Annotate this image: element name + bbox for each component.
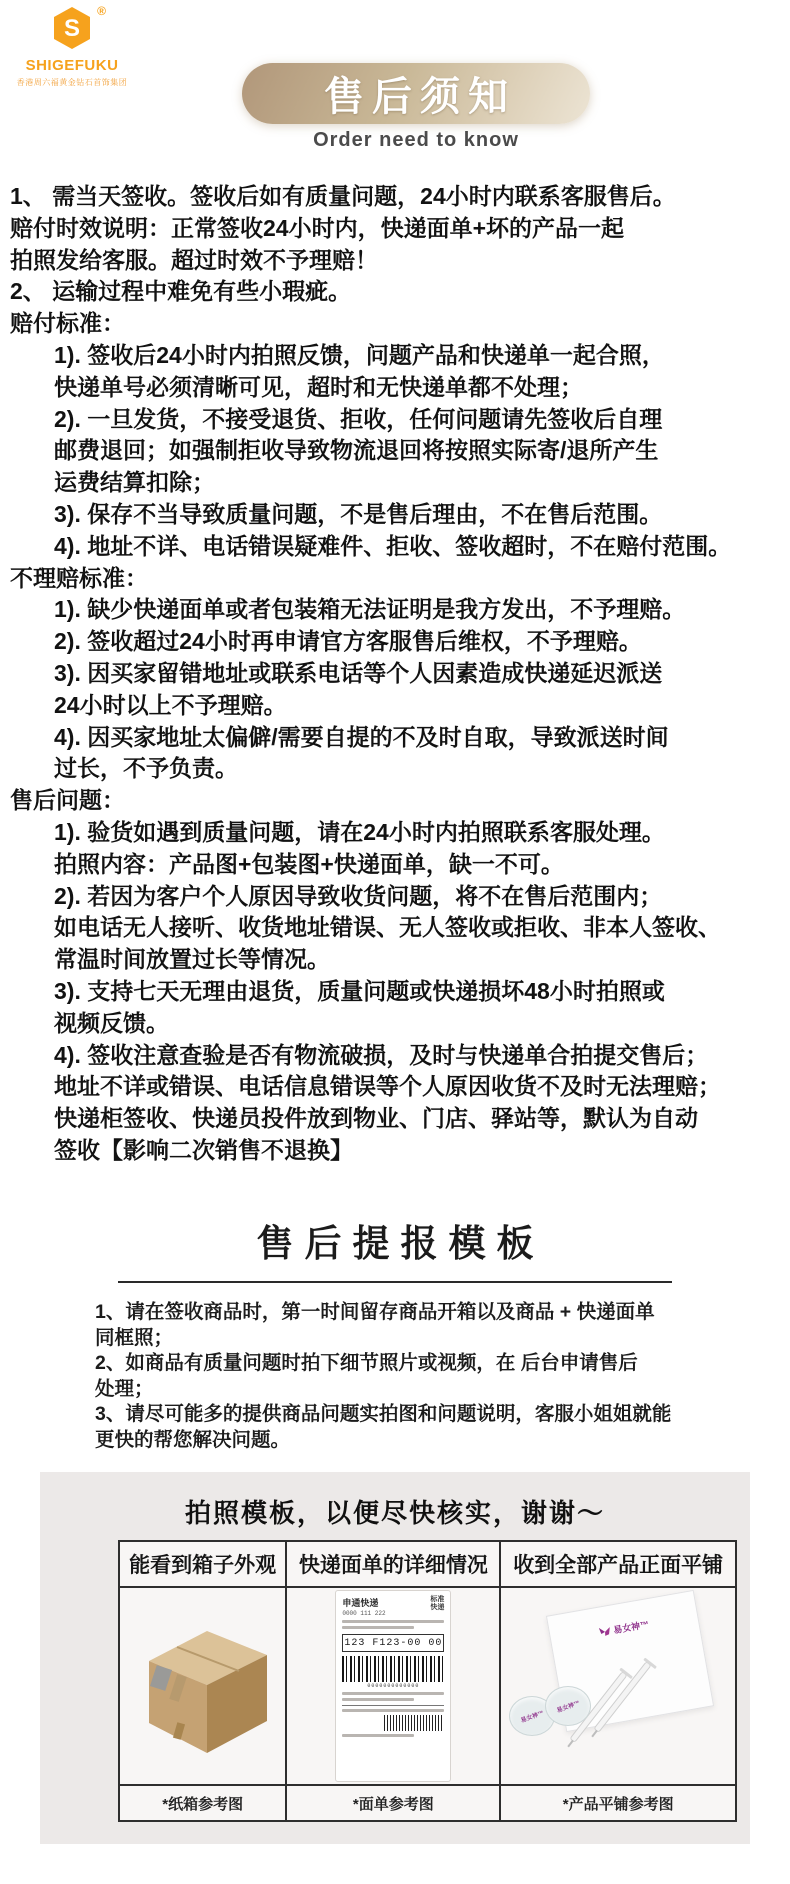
template-instructions: [95, 1300, 705, 1454]
brand-subtext: 香港周六福黄金钻石首饰集团: [16, 78, 128, 87]
hexagon-s-icon: [52, 6, 92, 50]
column-caption: *产品平铺参考图: [501, 1784, 735, 1820]
notice-line: 地址不详或错误、电话信息错误等个人原因收货不及时无法理赔；: [54, 1073, 721, 1100]
notice-line: 签收【影响二次销售不退换】: [54, 1136, 353, 1163]
svg-text:S: S: [63, 15, 81, 42]
notice-line: 1). 签收后24小时内拍照反馈，问题产品和快递单一起合照，: [54, 341, 665, 368]
shipping-label-photo: [287, 1588, 499, 1784]
pod-logo-text: 易女神™: [520, 1710, 546, 1725]
address-placeholder-line: [342, 1620, 444, 1623]
notice-line: 快递柜签收、快递员投件放到物业、门店、驿站等，默认为自动: [54, 1105, 698, 1132]
page-title: 售后须知: [324, 75, 516, 119]
template-line: 3、请尽可能多的提供商品问题实拍图和问题说明，客服小姐姐就能: [95, 1403, 672, 1426]
notice-line: 拍照发给客服。超过时效不予理赔！: [10, 246, 378, 273]
template-line: 1、请在签收商品时，第一时间留存商品开箱以及商品 + 快递面单: [95, 1301, 655, 1323]
column-caption: *纸箱参考图: [120, 1784, 285, 1820]
label-divider: [342, 1705, 444, 1706]
notice-body: [10, 181, 782, 1167]
notice-line: 邮费退回；如强制拒收导致物流退回将按照实际寄/退所产生: [54, 437, 659, 464]
service-type-line1: 标准: [430, 1596, 445, 1603]
notice-line: 视频反馈。: [54, 1009, 169, 1036]
notice-line: 如电话无人接听、收货地址错误、无人签收或拒收、非本人签收、: [54, 914, 721, 941]
notice-line: 1). 验货如遇到质量问题，请在24小时内拍照联系客服处理。: [54, 818, 665, 845]
barcode-digits: 0000000000000: [367, 1683, 420, 1689]
template-section-title: 售后提报模板: [256, 1223, 545, 1264]
service-type-line2: 快递: [430, 1604, 445, 1611]
notice-line: 2、 运输过程中难免有些小瑕疵。: [10, 278, 352, 305]
brand-name: SHIGEFUKU: [25, 57, 119, 74]
butterfly-logo-icon: [599, 1626, 612, 1638]
product-flatlay: [501, 1588, 735, 1784]
brand-logo: [12, 6, 132, 88]
notice-line: 运费结算扣除；: [54, 469, 215, 496]
cardboard-box-icon: [127, 1611, 279, 1761]
notice-line: 1). 缺少快递面单或者包装箱无法证明是我方发出，不予理赔。: [54, 596, 686, 623]
courier-number: 0000 111 222: [342, 1610, 386, 1617]
notice-line: 1、 需当天签收。签收后如有质量问题，24小时内联系客服售后。: [10, 183, 676, 209]
notice-line: 4). 地址不详、电话错误疑难件、拒收、签收超时，不在赔付范围。: [54, 532, 732, 559]
column-header: 收到全部产品正面平铺: [501, 1542, 735, 1588]
page-subtitle: Order need to know: [313, 129, 519, 151]
notice-section-heading: 赔付标准：: [10, 310, 125, 337]
notice-line: 快递单号必须清晰可见，超时和无快递单都不处理；: [54, 373, 583, 400]
column-header: 能看到箱子外观: [120, 1542, 285, 1588]
pod-logo-text: 易女神™: [556, 1700, 582, 1715]
notice-section-heading: 售后问题：: [10, 787, 125, 814]
photo-guide-table: [118, 1540, 737, 1822]
address-placeholder-line: [342, 1698, 413, 1701]
guide-column-label: [287, 1542, 501, 1820]
notice-line: 24小时以上不予理赔。: [54, 691, 287, 718]
notice-line: 4). 签收注意查验是否有物流破损，及时与快递单合拍提交售后；: [54, 1041, 709, 1068]
shipping-label: [335, 1590, 451, 1782]
notice-line: 3). 因买家留错地址或联系电话等个人因素造成快递延迟派送: [54, 659, 663, 686]
secondary-barcode: [384, 1715, 444, 1731]
template-line: 2、如商品有质量问题时拍下细节照片或视频，在 后台申请售后: [95, 1352, 638, 1375]
notice-line: 4). 因买家地址太偏僻/需要自提的不及时自取，导致派送时间: [54, 723, 669, 750]
notice-section-heading: 不理赔标准：: [10, 564, 148, 591]
product-logo-text: 易女神™: [612, 1619, 651, 1636]
registered-mark: ®: [97, 4, 106, 18]
title-underline: [118, 1281, 672, 1283]
address-placeholder-line: [342, 1709, 444, 1712]
address-placeholder-line: [342, 1734, 413, 1737]
barcode: [342, 1656, 444, 1682]
template-line: 更快的帮您解决问题。: [95, 1428, 291, 1451]
notice-line: 赔付时效说明：正常签收24小时内，快递面单+坏的产品一起: [10, 214, 625, 241]
notice-line: 过长，不予负责。: [54, 755, 238, 782]
notice-line: 3). 支持七天无理由退货，质量问题或快递损坏48小时拍照或: [54, 977, 665, 1004]
photo-guide-box: [40, 1472, 750, 1844]
notice-line: 2). 若因为客户个人原因导致收货问题，将不在售后范围内；: [54, 882, 663, 909]
notice-line: 拍照内容：产品图+包装图+快递面单，缺一不可。: [54, 850, 564, 877]
column-caption: *面单参考图: [287, 1784, 499, 1820]
address-placeholder-line: [342, 1692, 444, 1695]
product-flatlay-photo: [501, 1588, 735, 1784]
notice-line: 3). 保存不当导致质量问题，不是售后理由，不在售后范围。: [54, 500, 663, 527]
brand-hexagon: [52, 4, 106, 50]
notice-line: 2). 签收超过24小时再申请官方客服售后维权，不予理赔。: [54, 628, 642, 655]
guide-column-product: [501, 1542, 735, 1820]
template-line: 处理；: [95, 1377, 154, 1400]
title-banner: [242, 63, 590, 124]
notice-line: 2). 一旦发货，不接受退货、拒收，任何问题请先签收后自理: [54, 405, 663, 432]
courier-brand: 申通快递: [342, 1598, 379, 1608]
template-line: 同框照；: [95, 1326, 174, 1349]
photo-guide-title: 拍照模板，以便尽快核实，谢谢～: [184, 1498, 605, 1528]
notice-line: 常温时间放置过长等情况。: [54, 946, 330, 973]
box-photo: [120, 1588, 285, 1784]
address-placeholder-line: [342, 1626, 413, 1629]
column-header: 快递面单的详细情况: [287, 1542, 499, 1588]
guide-column-box: [120, 1542, 287, 1820]
sort-code: 123 F123-00 00: [342, 1634, 444, 1652]
